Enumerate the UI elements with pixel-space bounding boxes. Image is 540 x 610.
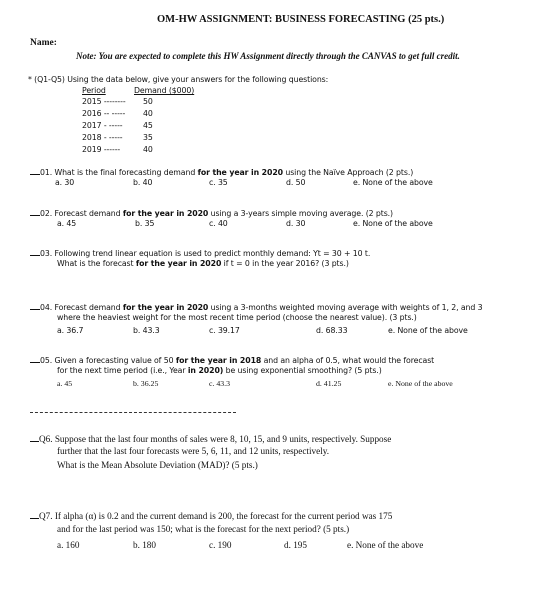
answer-blank[interactable] [30,354,40,363]
question-2: 02. Forecast demand for the year in 2020 using a 3-years simple moving average. (2 pts.) [30,207,393,218]
questions-intro: * (Q1-Q5) Using the data below, give your answers for the following questions: [28,75,329,84]
table-row [82,133,123,142]
q4-option-b: b. 43.3 [133,326,160,335]
answer-blank[interactable] [30,207,40,216]
leader-dots: ------ [103,145,121,154]
period-cell: 2017 [82,121,102,130]
demand-cell: 35 [143,133,153,142]
q7-option-c: c. 190 [209,540,232,550]
table-row [82,109,125,118]
q5-option-a: a. 45 [57,379,73,388]
question-1: 01. What is the final forecasting demand for the year in 2020 using the Naïve Approach (2 pts.) [30,166,413,177]
answer-blank[interactable] [30,509,39,519]
table-row [82,121,123,130]
table-row [82,97,126,106]
demand-cell: 40 [143,109,153,118]
question-5-line-2: for the next time period (i.e., Year in 2020) be using exponential smoothing? (5 pts.) [57,366,382,375]
section-divider [30,412,236,413]
period-cell: 2019 [82,145,102,154]
question-7-line-2: and for the last period was 150; what is the forecast for the next period? (5 pts.) [57,524,350,534]
question-7: Q7. If alpha (α) is 0.2 and the current demand is 200, the forecast for the current period was 175 [30,509,392,521]
q7-option-d: d. 195 [284,540,307,550]
q2-option-a: a. 45 [57,219,77,228]
table-header-period: Period [82,86,106,95]
question-3-line-2: What is the forecast for the year in 2020 if t = 0 in the year 2016? (3 pts.) [57,259,349,268]
q4-option-a: a. 36.7 [57,326,84,335]
table-header-demand: Demand ($000) [134,86,195,95]
q7-option-a: a. 160 [57,540,80,550]
question-6: Q6. Suppose that the last four months of sales were 8, 10, 15, and 9 units, respectively. Suppose [30,432,391,444]
q2-option-e: e. None of the above [353,219,433,228]
q4-option-e: e. None of the above [388,326,468,335]
question-4-line-2: where the heaviest weight for the most recent time period (choose the nearest value). (3 pts.) [57,313,417,322]
page-title: OM-HW ASSIGNMENT: BUSINESS FORECASTING (25 pts.) [157,14,445,25]
demand-cell: 40 [143,145,153,154]
question-5: 05. Given a forecasting value of 50 for the year in 2018 and an alpha of 0.5, what would the forecast [30,354,434,365]
answer-blank[interactable] [30,247,40,256]
q1-option-a: a. 30 [55,178,75,187]
q5-option-e: e. None of the above [388,379,453,388]
q7-option-b: b. 180 [133,540,156,550]
question-4: 04. Forecast demand for the year in 2020 using a 3-months weighted moving average with weights of 1, 2, and 3 [30,301,482,312]
q5-option-c: c. 43.3 [209,379,231,388]
submission-note: Note: You are expected to complete this HW Assignment directly through the CANVAS to get full credit. [76,51,460,61]
answer-blank[interactable] [30,166,40,175]
answer-blank[interactable] [30,301,40,310]
q5-option-b: b. 36.25 [133,379,159,388]
q1-option-c: c. 35 [209,178,228,187]
q1-option-d: d. 50 [286,178,306,187]
table-row [82,145,120,154]
answer-blank[interactable] [30,432,39,442]
demand-cell: 45 [143,121,153,130]
q7-option-e: e. None of the above [347,540,424,550]
question-3: 03. Following trend linear equation is used to predict monthly demand: Yt = 30 + 10 t. [30,247,370,258]
period-cell: 2018 [82,133,102,142]
q1-option-e: e. None of the above [353,178,433,187]
period-cell: 2015 [82,97,102,106]
demand-cell: 50 [143,97,153,106]
period-cell: 2016 [82,109,102,118]
q2-option-d: d. 30 [286,219,306,228]
q2-option-b: b. 35 [135,219,155,228]
question-6-line-3: What is the Mean Absolute Deviation (MAD)? (5 pts.) [57,460,258,470]
name-label: Name: [30,38,57,48]
q1-option-b: b. 40 [133,178,153,187]
q5-option-d: d. 41.25 [316,379,342,388]
leader-dots: -- ----- [103,109,126,118]
leader-dots: - ----- [103,133,123,142]
leader-dots: - ----- [103,121,123,130]
q4-option-d: d. 68.33 [316,326,348,335]
question-6-line-2: further that the last four forecasts were 5, 6, 11, and 12 units, respectively. [57,446,330,456]
leader-dots: -------- [103,97,126,106]
q2-option-c: c. 40 [209,219,228,228]
q4-option-c: c. 39.17 [209,326,240,335]
